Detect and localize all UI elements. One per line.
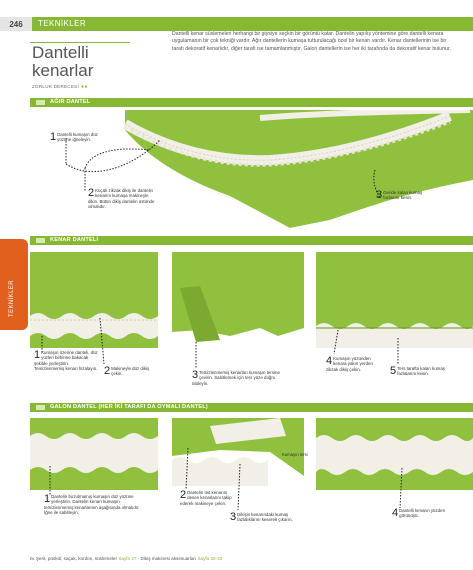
subheader-heavy-lace xyxy=(30,98,473,107)
edge-step-4: 4 Kumaşın yüzünden kenara yakın yerden zikzak dikiş çekin. xyxy=(326,355,373,372)
subheader-galloon-lace xyxy=(30,403,473,412)
footer-text-1: Şerit, püskül, saçak, kordon, süslemeler xyxy=(35,556,118,561)
footer-prefix: ᴇᴋ xyxy=(30,556,35,561)
difficulty-dots: ●● xyxy=(81,84,88,90)
page-title xyxy=(32,44,93,80)
side-tab-label: TEKNİKLER xyxy=(9,280,15,317)
subheader-edge-lace-title: KENAR DANTELİ xyxy=(50,237,99,243)
edge-lace-panel xyxy=(30,250,473,400)
heavy-step-1: 1 Dantelli kumaşın düz yüzüne iğneleyin. xyxy=(50,131,98,143)
side-tab xyxy=(0,239,28,330)
edge-step-5: 5 Ters tarafta kalan kumaş fazlalarını kesin. xyxy=(390,365,445,377)
galloon-step-2: 2 Dantelin üst kenarını desen kenarlarını takip ederek makineye çekin. xyxy=(180,489,232,506)
heavy-lace-illustration xyxy=(30,110,473,228)
subheader-marker xyxy=(36,405,45,410)
intro-paragraph: Dantelli kenar süslemeleri herhangi bir giysiye seçkin bir görüntü katar. Dantelin yapılış yöntemine göre dantelli kenara uygulamanın bir çok tekniği vardır. Ağır dantellerin kumaşa tutturulacağı özel bir kenarı vardır. Kenar dantellerinin ise bir tarafı dekoratif kenarlıdır, diğer tarafı ise tamamlanmıştır. Galon dantellerin ise her iki tarafında da dekoratif kenar bulunur. xyxy=(172,31,451,52)
galloon-step-3: 3 Dikişin kenarındaki kumaş fazlalıklarını keserek çıkarın. xyxy=(230,511,293,523)
subheader-marker xyxy=(36,100,45,105)
title-line-1: Dantelli xyxy=(32,43,89,62)
section-title: TEKNİKLER xyxy=(38,19,87,28)
page-number: 246 xyxy=(0,17,32,31)
subheader-galloon-lace-title: GALON DANTEL (HER İKİ TARAFI DA OYMALI DANTEL) xyxy=(50,404,208,410)
difficulty-label xyxy=(32,84,88,90)
label-fabric-reverse: Kumaşın tersi xyxy=(282,452,308,457)
title-line-2: kenarlar xyxy=(32,61,94,80)
galloon-lace-illustration xyxy=(30,416,473,550)
edge-step-2: 2 Makineyle düz dikiş çekin. xyxy=(104,365,150,377)
heavy-lace-panel xyxy=(30,110,473,228)
heavy-step-3: 3 Geride kalan kumaş fazlasını kesin. xyxy=(376,189,423,201)
footer xyxy=(30,556,222,561)
footer-link-2[interactable]: Sayfa 32-33 xyxy=(197,556,223,561)
subheader-edge-lace xyxy=(30,236,473,245)
footer-separator: · xyxy=(137,556,140,561)
galloon-lace-panel xyxy=(30,416,473,550)
heavy-step-2: 2 Küçük zikzak dikiş ile dantelin kenarını kumaşa makineyle dikin. Bütün dikiş dantelin üstünde olmalıdır. xyxy=(88,187,155,210)
galloon-step-1: 1 Dantelin bozulmamış kumaşın düz yüzüne yerleştirin. Dantelin kenarı kumaşın temizlenmemiş kenarlarının aşağısında olmalıdır. İğne ile sabitleyin. xyxy=(44,493,140,516)
footer-link-1[interactable]: Sayfa 27 xyxy=(118,556,137,561)
difficulty-text: ZORLUK DERECESİ xyxy=(32,84,80,89)
galloon-step-4: 4 Dantelli kenarın yüzden görünüşü. xyxy=(392,507,446,519)
edge-step-1: 1 Kumaşın üzerine danteli, düz yüzleri birbirine bakacak şekilde yerleştirin. Temizlenmemiş kenarı hizalayın. xyxy=(34,349,98,372)
footer-text-2: Dikiş makinesi aksesuarları xyxy=(140,556,197,561)
edge-step-3: 3 Temizlenmemiş kenarları kumaşın tersine çevirin. Sabitlemek için ters yüze doğru ütüleyin. xyxy=(192,369,280,386)
subheader-heavy-lace-title: AĞIR DANTEL xyxy=(50,99,91,105)
subheader-marker xyxy=(36,238,45,243)
